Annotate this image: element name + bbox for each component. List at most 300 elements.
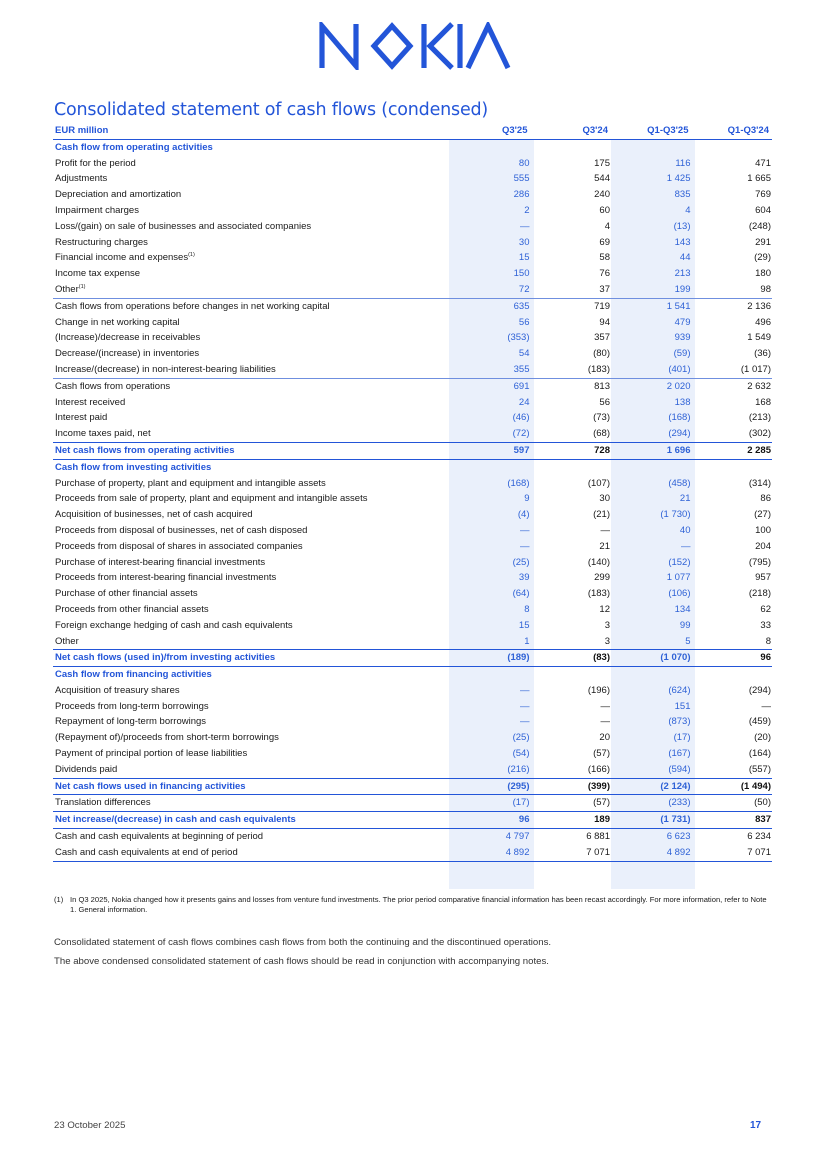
- value-cell: 86: [760, 493, 771, 505]
- row-label-cell: [53, 618, 450, 634]
- value-cell: 44: [679, 252, 691, 264]
- value-cell: [450, 139, 531, 155]
- footnote-text: In Q3 2025, Nokia changed how it presents gains and losses from venture fund investments. The prior period comparative financial information has been recast accordingly. For more information, refer to Note 1. General information.: [70, 895, 767, 914]
- table-row: [53, 250, 772, 266]
- value-cell: 15: [518, 252, 530, 264]
- row-label: Foreign exchange hedging of cash and cash equivalents: [55, 619, 293, 631]
- row-label: Purchase of interest-bearing financial investments: [55, 556, 266, 568]
- total-row: [53, 442, 772, 459]
- row-label-cell: [53, 795, 450, 812]
- value-cell: (353): [507, 332, 530, 344]
- row-label: Net cash flows used in financing activities: [55, 780, 246, 792]
- value-cell: (189): [450, 650, 531, 667]
- row-label-cell: [53, 602, 450, 618]
- value-cell: 544: [594, 173, 610, 185]
- value-cell: —: [520, 524, 530, 536]
- table-header-row: [53, 123, 772, 139]
- row-label-cell: [53, 570, 450, 586]
- value-cell: [531, 139, 612, 155]
- row-label: Cash flow from operating activities: [55, 141, 213, 153]
- page-number: 17: [750, 1120, 762, 1131]
- value-cell: (218): [748, 588, 771, 600]
- value-cell: 1: [524, 635, 530, 647]
- value-cell: 1 665: [747, 173, 771, 185]
- units-header: EUR million: [55, 125, 109, 136]
- value-cell: (302): [748, 428, 771, 440]
- value-cell: (459): [748, 716, 771, 728]
- value-cell: 8: [524, 603, 530, 615]
- value-cell: (140): [587, 556, 610, 568]
- table-row: [53, 570, 772, 586]
- row-label-cell: [53, 539, 450, 555]
- value-cell: 15: [518, 619, 530, 631]
- value-cell: (557): [748, 763, 771, 775]
- row-label-cell: [53, 586, 450, 602]
- row-label-cell: [53, 426, 450, 442]
- value-cell: (1 494): [692, 778, 773, 795]
- value-cell: 76: [599, 268, 610, 280]
- row-label-cell: [53, 746, 450, 762]
- table-row: [53, 714, 772, 730]
- value-cell: 2: [524, 204, 530, 216]
- row-label: Proceeds from disposal of shares in associated companies: [55, 540, 303, 552]
- value-cell: 30: [599, 493, 610, 505]
- table-row: [53, 762, 772, 778]
- row-label-cell: [53, 139, 450, 155]
- row-label: Increase/(decrease) in non-interest-bearing liabilities: [55, 363, 276, 375]
- table-row: [53, 539, 772, 555]
- value-cell: (233): [611, 795, 692, 812]
- value-cell: 471: [755, 157, 771, 169]
- value-cell: 555: [513, 173, 530, 185]
- value-cell: (36): [754, 348, 771, 360]
- table-row: [53, 346, 772, 362]
- value-cell: [531, 459, 612, 475]
- value-cell: (164): [748, 748, 771, 760]
- row-label-cell: [53, 203, 450, 219]
- row-label-cell: [53, 315, 450, 331]
- table-row: [53, 156, 772, 172]
- value-cell: (624): [668, 684, 691, 696]
- row-label-cell: [53, 812, 450, 829]
- value-cell: (183): [587, 363, 610, 375]
- value-cell: (2 124): [611, 778, 692, 795]
- table-row: [53, 586, 772, 602]
- nokia-logo: [318, 22, 512, 70]
- value-cell: 597: [450, 442, 531, 459]
- value-cell: 6 623: [611, 829, 692, 845]
- row-label: Repayment of long-term borrowings: [55, 716, 207, 728]
- value-cell: (248): [748, 220, 771, 232]
- row-label-cell: [53, 778, 450, 795]
- value-cell: (295): [450, 778, 531, 795]
- value-cell: (80): [593, 348, 610, 360]
- value-cell: 240: [594, 189, 610, 201]
- row-label: Impairment charges: [55, 204, 139, 216]
- value-cell: (57): [531, 795, 612, 812]
- value-cell: [450, 459, 531, 475]
- value-cell: 151: [674, 700, 691, 712]
- total-row: [53, 812, 772, 829]
- row-label: Adjustments: [55, 173, 108, 185]
- value-cell: (168): [507, 477, 530, 489]
- value-cell: 7 071: [531, 845, 612, 861]
- value-cell: 4: [604, 220, 610, 232]
- row-label: Depreciation and amortization: [55, 189, 182, 201]
- row-label-cell: [53, 507, 450, 523]
- value-cell: (64): [512, 588, 530, 600]
- row-label-cell: [53, 395, 450, 411]
- row-label-cell: [53, 442, 450, 459]
- value-cell: 21: [679, 493, 691, 505]
- value-cell: (25): [512, 556, 530, 568]
- value-cell: (458): [668, 477, 691, 489]
- value-cell: 143: [674, 236, 691, 248]
- table-row: [53, 699, 772, 715]
- value-cell: 4 892: [611, 845, 692, 861]
- value-cell: 4: [685, 204, 691, 216]
- value-cell: (57): [593, 748, 610, 760]
- value-cell: (1 017): [740, 363, 771, 375]
- table-row: [53, 219, 772, 235]
- row-label-cell: [53, 346, 450, 362]
- table-row: [53, 410, 772, 426]
- value-cell: 37: [599, 283, 610, 295]
- row-label-cell: [53, 634, 450, 650]
- row-label-cell: [53, 171, 450, 187]
- value-cell: (594): [668, 763, 691, 775]
- value-cell: (25): [512, 732, 530, 744]
- column-header: Q3'24: [582, 125, 608, 136]
- value-cell: 939: [674, 332, 691, 344]
- column-header: Q1-Q3'24: [727, 125, 769, 136]
- footnote: [54, 895, 774, 915]
- value-cell: 1 549: [747, 332, 771, 344]
- table-row: [53, 187, 772, 203]
- value-cell: —: [520, 700, 530, 712]
- value-cell: 39: [518, 572, 530, 584]
- value-cell: (168): [668, 412, 691, 424]
- value-cell: [531, 667, 612, 683]
- row-label-cell: [53, 699, 450, 715]
- value-cell: (13): [673, 220, 691, 232]
- row-label-cell: [53, 667, 450, 683]
- value-cell: (873): [668, 716, 691, 728]
- value-cell: 80: [518, 157, 530, 169]
- value-cell: —: [600, 700, 610, 712]
- row-label-cell: [53, 845, 450, 861]
- value-cell: 98: [760, 283, 771, 295]
- value-cell: (294): [748, 684, 771, 696]
- value-cell: (17): [673, 732, 691, 744]
- section-header-row: [53, 139, 772, 155]
- row-label: Change in net working capital: [55, 316, 180, 328]
- value-cell: (107): [587, 477, 610, 489]
- value-cell: 357: [594, 332, 610, 344]
- row-label: Financial income and expenses: [55, 252, 189, 264]
- row-label: Net increase/(decrease) in cash and cash equivalents: [55, 814, 296, 826]
- column-header: Q3'25: [502, 125, 528, 136]
- row-label: Cash flow from investing activities: [55, 461, 212, 473]
- row-label: (Increase)/decrease in receivables: [55, 332, 201, 344]
- value-cell: 60: [599, 204, 610, 216]
- row-label: Interest paid: [55, 412, 108, 424]
- value-cell: 168: [755, 396, 771, 408]
- value-cell: 291: [755, 236, 771, 248]
- row-label: Cash and cash equivalents at end of period: [55, 846, 238, 858]
- value-cell: [692, 139, 773, 155]
- row-label: Proceeds from interest-bearing financial investments: [55, 572, 277, 584]
- value-cell: 496: [755, 316, 771, 328]
- value-cell: (72): [512, 428, 530, 440]
- value-cell: 1 541: [611, 298, 692, 314]
- row-label-cell: [53, 491, 450, 507]
- value-cell: 719: [531, 298, 612, 314]
- row-label-cell: [53, 362, 450, 378]
- value-cell: 604: [755, 204, 771, 216]
- row-label-cell: [53, 650, 450, 667]
- row-label-cell: [53, 410, 450, 426]
- row-label-cell: [53, 156, 450, 172]
- table-row: [53, 829, 772, 845]
- row-label-cell: [53, 476, 450, 492]
- table-row: [53, 330, 772, 346]
- table-row: [53, 746, 772, 762]
- row-label-cell: [53, 298, 450, 314]
- value-cell: (216): [507, 763, 530, 775]
- row-label-cell: [53, 282, 450, 298]
- row-label: Net cash flows (used in)/from investing activities: [55, 652, 276, 664]
- value-cell: —: [520, 540, 530, 552]
- row-label: Decrease/(increase) in inventories: [55, 348, 200, 360]
- column-header: Q1-Q3'25: [647, 125, 689, 136]
- value-cell: 204: [755, 540, 771, 552]
- table-row: [53, 845, 772, 861]
- value-cell: 691: [450, 378, 531, 394]
- value-cell: [692, 459, 773, 475]
- value-cell: 180: [755, 268, 771, 280]
- value-cell: 33: [760, 619, 771, 631]
- footer-date: 23 October 2025: [54, 1120, 126, 1131]
- row-label: Cash and cash equivalents at beginning of period: [55, 831, 264, 843]
- row-label-cell: [53, 330, 450, 346]
- row-label-cell: [53, 730, 450, 746]
- value-cell: (1 730): [660, 509, 691, 521]
- value-cell: (152): [668, 556, 691, 568]
- value-cell: —: [520, 220, 530, 232]
- subtotal-row: [53, 298, 772, 314]
- value-cell: (167): [668, 748, 691, 760]
- value-cell: [611, 459, 692, 475]
- row-label-cell: [53, 235, 450, 251]
- value-cell: (21): [593, 509, 610, 521]
- row-label-cell: [53, 459, 450, 475]
- value-cell: —: [520, 716, 530, 728]
- value-cell: [611, 667, 692, 683]
- table-row: [53, 426, 772, 442]
- value-cell: 56: [599, 396, 610, 408]
- total-row: [53, 650, 772, 667]
- value-cell: 286: [513, 189, 530, 201]
- row-label: Loss/(gain) on sale of businesses and associated companies: [55, 220, 312, 232]
- table-row: [53, 730, 772, 746]
- value-cell: 96: [450, 812, 531, 829]
- row-label: Other: [55, 283, 79, 295]
- value-cell: 769: [755, 189, 771, 201]
- row-label-cell: [53, 187, 450, 203]
- value-cell: 40: [679, 524, 691, 536]
- value-cell: 6 881: [531, 829, 612, 845]
- table-row: [53, 282, 772, 298]
- value-cell: 213: [674, 268, 691, 280]
- value-cell: 1 077: [666, 572, 691, 584]
- row-label: Purchase of other financial assets: [55, 588, 198, 600]
- value-cell: (20): [754, 732, 771, 744]
- row-label-cell: [53, 829, 450, 845]
- value-cell: (4): [517, 509, 530, 521]
- value-cell: [692, 667, 773, 683]
- value-cell: 1 696: [611, 442, 692, 459]
- value-cell: 3: [604, 619, 610, 631]
- value-cell: 479: [674, 316, 691, 328]
- value-cell: 4 797: [450, 829, 531, 845]
- value-cell: (1 731): [611, 812, 692, 829]
- table-body: [53, 139, 772, 861]
- value-cell: 835: [674, 189, 691, 201]
- value-cell: 116: [675, 157, 691, 169]
- row-label: Purchase of property, plant and equipment and intangible assets: [55, 477, 326, 489]
- value-cell: 2 020: [611, 378, 692, 394]
- value-cell: 635: [450, 298, 531, 314]
- value-cell: 30: [518, 236, 530, 248]
- row-label: Proceeds from long-term borrowings: [55, 700, 209, 712]
- value-cell: (17): [450, 795, 531, 812]
- table-row: [53, 171, 772, 187]
- table-row: [53, 523, 772, 539]
- cash-flow-table: [53, 123, 772, 862]
- value-cell: (294): [668, 428, 691, 440]
- footnote-marker: (1): [54, 895, 64, 904]
- value-cell: [611, 139, 692, 155]
- value-cell: 12: [599, 603, 610, 615]
- value-cell: 813: [531, 378, 612, 394]
- value-cell: 69: [599, 236, 610, 248]
- table-row: [53, 235, 772, 251]
- value-cell: 62: [760, 603, 771, 615]
- value-cell: (83): [531, 650, 612, 667]
- row-label: Acquisition of businesses, net of cash acquired: [55, 509, 253, 521]
- value-cell: (166): [587, 763, 610, 775]
- value-cell: 189: [531, 812, 612, 829]
- note-text: Consolidated statement of cash flows combines cash flows from both the continuing and the discontinued operations.: [54, 937, 552, 948]
- table-row: [53, 203, 772, 219]
- section-header-row: [53, 667, 772, 683]
- value-cell: (183): [587, 588, 610, 600]
- row-label: Proceeds from other financial assets: [55, 603, 209, 615]
- row-label: Income tax expense: [55, 268, 141, 280]
- table-row: [53, 618, 772, 634]
- row-label: Translation differences: [55, 797, 151, 809]
- value-cell: 199: [674, 283, 691, 295]
- footnote-reference: (1): [78, 283, 86, 290]
- row-label-cell: [53, 714, 450, 730]
- row-label: Cash flows from operations before changes in net working capital: [55, 300, 330, 312]
- value-cell: 175: [594, 157, 610, 169]
- value-cell: (196): [587, 684, 610, 696]
- row-label: Dividends paid: [55, 763, 118, 775]
- value-cell: 96: [692, 650, 773, 667]
- value-cell: 7 071: [692, 845, 773, 861]
- row-label-cell: [53, 250, 450, 266]
- row-label: Proceeds from sale of property, plant and equipment and intangible assets: [55, 493, 368, 505]
- value-cell: 728: [531, 442, 612, 459]
- table-row: [53, 315, 772, 331]
- value-cell: 150: [513, 268, 530, 280]
- value-cell: 837: [692, 812, 773, 829]
- value-cell: —: [761, 700, 771, 712]
- section-header-row: [53, 459, 772, 475]
- row-label: Other: [55, 635, 79, 647]
- value-cell: (29): [754, 252, 771, 264]
- table-row: [53, 395, 772, 411]
- value-cell: 9: [524, 493, 530, 505]
- value-cell: 134: [674, 603, 691, 615]
- value-cell: —: [600, 524, 610, 536]
- value-cell: 99: [679, 619, 691, 631]
- table-row: [53, 683, 772, 699]
- subtotal-row: [53, 378, 772, 394]
- table-row: [53, 491, 772, 507]
- note-text: The above condensed consolidated statement of cash flows should be read in conjunction with accompanying notes.: [54, 956, 549, 967]
- value-cell: 58: [599, 252, 610, 264]
- value-cell: 20: [599, 732, 610, 744]
- value-cell: 2 136: [692, 298, 773, 314]
- row-label-cell: [53, 523, 450, 539]
- value-cell: 299: [594, 572, 610, 584]
- row-label-cell: [53, 378, 450, 394]
- row-label-cell: [53, 555, 450, 571]
- row-label: Cash flows from operations: [55, 380, 171, 392]
- table-row: [53, 362, 772, 378]
- value-cell: 2 632: [692, 378, 773, 394]
- row-label: Proceeds from disposal of businesses, net of cash disposed: [55, 524, 308, 536]
- table-row: [53, 634, 772, 650]
- value-cell: (50): [692, 795, 773, 812]
- value-cell: (54): [512, 748, 530, 760]
- table-row: [53, 507, 772, 523]
- value-cell: 24: [518, 396, 530, 408]
- value-cell: 3: [604, 635, 610, 647]
- row-label: Payment of principal portion of lease liabilities: [55, 748, 248, 760]
- table-row: [53, 266, 772, 282]
- value-cell: 1 425: [666, 173, 691, 185]
- table-row: [53, 602, 772, 618]
- row-label-cell: [53, 762, 450, 778]
- page-title: Consolidated statement of cash flows (condensed): [54, 100, 489, 120]
- value-cell: (314): [748, 477, 771, 489]
- value-cell: (1 070): [611, 650, 692, 667]
- value-cell: 94: [599, 316, 610, 328]
- value-cell: 100: [755, 524, 771, 536]
- footnote-reference: (1): [188, 252, 195, 259]
- row-label-cell: [53, 219, 450, 235]
- row-label: Interest received: [55, 396, 126, 408]
- value-cell: (27): [754, 509, 771, 521]
- value-cell: 355: [513, 363, 530, 375]
- table-row: [53, 476, 772, 492]
- row-label: Profit for the period: [55, 157, 136, 169]
- table-row: [53, 795, 772, 812]
